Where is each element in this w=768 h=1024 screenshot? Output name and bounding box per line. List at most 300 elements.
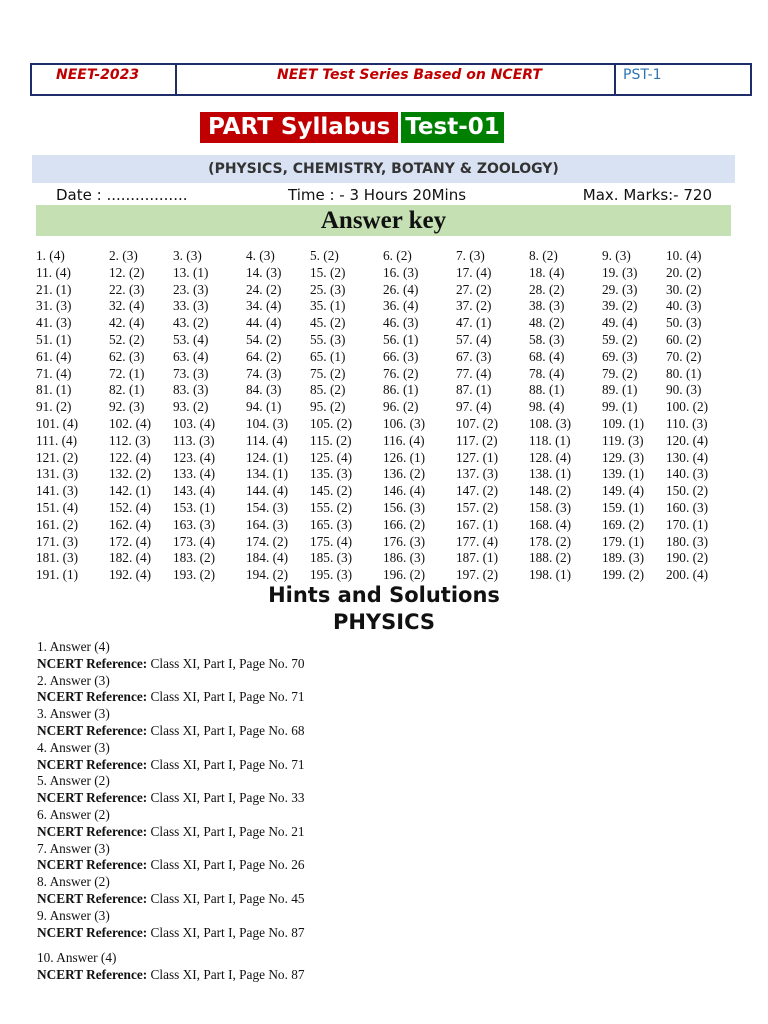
answer-row [36, 349, 736, 366]
question-number: 174. [246, 533, 273, 549]
answer-option: (3) [62, 550, 79, 566]
answer-option: (4) [192, 331, 209, 347]
answer-option: (2) [409, 466, 426, 482]
question-number: 5. [310, 248, 324, 263]
answer-item [666, 399, 708, 415]
answer-item [383, 433, 425, 449]
question-number: 80. [666, 365, 686, 381]
answer-item [173, 315, 208, 331]
question-number: 142. [109, 483, 136, 499]
answer-item [36, 349, 71, 365]
answer-option: (3) [135, 432, 151, 448]
answer-option: (2) [272, 567, 289, 583]
answer-item [246, 298, 281, 314]
question-number: 109. [602, 415, 629, 431]
answer-item [529, 265, 564, 281]
answer-option: (3) [615, 248, 631, 263]
question-number: 37. [456, 298, 476, 314]
solution-answer: 9. Answer (3) [37, 907, 110, 923]
answer-option: (1) [628, 533, 645, 549]
answer-option: (1) [555, 567, 572, 583]
answer-option: (2) [685, 281, 702, 297]
answer-option: (1) [55, 331, 72, 347]
answer-option: (4) [135, 533, 152, 549]
question-number: 125. [310, 449, 337, 465]
ncert-reference [37, 925, 737, 942]
answer-option: (1) [265, 399, 282, 415]
answer-item [529, 550, 571, 566]
question-number: 29. [602, 281, 622, 297]
question-number: 95. [310, 399, 330, 415]
question-number: 87. [456, 382, 476, 398]
answer-option: (2) [329, 264, 346, 280]
answer-option: (4) [135, 516, 152, 532]
question-number: 122. [109, 449, 136, 465]
answer-option: (3) [55, 315, 72, 331]
answer-item [529, 382, 564, 398]
solution-item [37, 706, 737, 740]
answer-option: (1) [409, 449, 426, 465]
answer-option: (1) [199, 499, 216, 515]
question-number: 156. [383, 499, 410, 515]
question-number: 42. [109, 315, 129, 331]
question-number: 108. [529, 415, 556, 431]
answer-item [383, 315, 418, 331]
answer-option: (3) [122, 248, 138, 263]
answer-item [36, 500, 78, 516]
solution-answer: 3. Answer (3) [37, 706, 110, 722]
question-number: 97. [456, 399, 476, 415]
question-number: 77. [456, 365, 476, 381]
answer-item [36, 366, 71, 382]
answer-option: (3) [548, 298, 565, 314]
answer-item [456, 315, 491, 331]
question-number: 73. [173, 365, 193, 381]
ncert-reference-value: Class XI, Part I, Page No. 71 [150, 689, 305, 705]
question-number: 9. [602, 248, 616, 263]
answer-option: (3) [272, 499, 289, 515]
ncert-reference-value: Class XI, Part I, Page No. 87 [150, 967, 305, 983]
ncert-reference-value: Class XI, Part I, Page No. 26 [150, 857, 305, 873]
question-number: 158. [529, 499, 556, 515]
solution-item [37, 841, 737, 875]
question-number: 167. [456, 516, 483, 532]
question-number: 176. [383, 533, 410, 549]
answer-item [383, 349, 418, 365]
answer-item [173, 248, 202, 264]
ncert-reference [37, 689, 737, 706]
solution-item [37, 807, 737, 841]
question-number: 182. [109, 550, 136, 566]
answer-item [602, 500, 644, 516]
answer-item [383, 265, 418, 281]
ncert-reference-label: NCERT Reference: [37, 790, 148, 806]
answer-option: (2) [402, 399, 419, 415]
question-number: 168. [529, 516, 556, 532]
question-number: 61. [36, 348, 56, 364]
question-number: 28. [529, 281, 549, 297]
ncert-reference-value: Class XI, Part I, Page No. 70 [150, 655, 305, 671]
solution-item [37, 773, 737, 807]
answer-item [666, 550, 708, 566]
question-number: 147. [456, 483, 483, 499]
answer-item [602, 265, 637, 281]
question-number: 16. [383, 264, 403, 280]
question-number: 27. [456, 281, 476, 297]
answer-option: (2) [621, 365, 638, 381]
solution-answer: 6. Answer (2) [37, 806, 110, 822]
answer-item [310, 366, 345, 382]
answer-item [173, 416, 215, 432]
answer-item [109, 500, 151, 516]
answer-row [36, 399, 736, 416]
answer-option: (3) [685, 382, 702, 398]
answer-option: (3) [402, 264, 419, 280]
ncert-reference-value: Class XI, Part I, Page No. 33 [150, 790, 305, 806]
question-number: 171. [36, 533, 63, 549]
answer-option: (3) [692, 533, 709, 549]
question-number: 18. [529, 264, 549, 280]
answer-option: (3) [548, 331, 565, 347]
question-number: 153. [173, 499, 200, 515]
answer-option: (3) [192, 365, 209, 381]
answer-option: (4) [628, 483, 645, 499]
answer-item [383, 248, 412, 264]
answer-row [36, 450, 736, 467]
answer-option: (4) [55, 348, 72, 364]
answer-item [456, 298, 491, 314]
answer-item [310, 265, 345, 281]
question-number: 75. [310, 365, 330, 381]
answer-item [109, 483, 151, 499]
answer-option: (3) [128, 399, 145, 415]
answer-item [602, 315, 637, 331]
question-number: 90. [666, 382, 686, 398]
answer-option: (2) [548, 315, 565, 331]
answer-row [36, 248, 736, 265]
answer-item [529, 248, 558, 264]
question-number: 191. [36, 567, 63, 583]
question-number: 20. [666, 264, 686, 280]
question-number: 45. [310, 315, 330, 331]
question-number: 70. [666, 348, 686, 364]
answer-item [666, 416, 708, 432]
answer-item [173, 483, 215, 499]
answer-item [109, 332, 144, 348]
answer-option: (2) [62, 449, 79, 465]
answer-option: (1) [402, 382, 419, 398]
solutions-list [37, 639, 737, 984]
answer-option: (4) [62, 499, 79, 515]
question-number: 23. [173, 281, 193, 297]
question-number: 25. [310, 281, 330, 297]
answer-option: (2) [685, 264, 702, 280]
answer-option: (3) [128, 281, 145, 297]
question-number: 98. [529, 399, 549, 415]
question-number: 58. [529, 331, 549, 347]
answer-item [36, 248, 65, 264]
answer-option: (4) [199, 449, 216, 465]
answer-option: (2) [329, 315, 346, 331]
answer-option: (3) [692, 415, 708, 431]
question-number: 111. [36, 432, 62, 448]
answer-option: (2) [265, 281, 282, 297]
answer-option: (2) [396, 248, 412, 263]
answer-option: (2) [128, 264, 145, 280]
answer-item [173, 500, 215, 516]
ncert-reference-label: NCERT Reference: [37, 722, 148, 738]
question-number: 19. [602, 264, 622, 280]
answer-option: (3) [628, 550, 645, 566]
answer-item [529, 332, 564, 348]
answer-item [36, 483, 78, 499]
answer-item [173, 567, 215, 583]
question-number: 117. [456, 432, 483, 448]
answer-option: (3) [186, 248, 202, 263]
solution-answer: 2. Answer (3) [37, 672, 110, 688]
question-number: 66. [383, 348, 403, 364]
question-number: 124. [246, 449, 273, 465]
test-meta [56, 186, 712, 206]
answer-option: (4) [336, 533, 353, 549]
question-number: 39. [602, 298, 622, 314]
question-number: 17. [456, 264, 476, 280]
question-number: 72. [109, 365, 129, 381]
answer-option: (1) [272, 449, 289, 465]
question-number: 106. [383, 415, 410, 431]
answer-item [173, 349, 208, 365]
answer-option: (2) [272, 533, 289, 549]
answer-option: (4) [55, 264, 71, 280]
question-number: 94. [246, 399, 266, 415]
question-number: 163. [173, 516, 200, 532]
answer-item [246, 567, 288, 583]
answer-option: (3) [621, 281, 638, 297]
ncert-reference-label: NCERT Reference: [37, 857, 148, 873]
answer-row [36, 382, 736, 399]
answer-item [666, 567, 708, 583]
question-number: 2. [109, 248, 123, 263]
answer-option: (4) [55, 365, 72, 381]
answer-item [383, 500, 425, 516]
answer-item [666, 483, 708, 499]
answer-option: (3) [555, 415, 572, 431]
answer-item [529, 517, 571, 533]
answer-item [456, 483, 498, 499]
answer-option: (2) [336, 483, 353, 499]
question-number: 146. [383, 483, 410, 499]
ncert-reference-label: NCERT Reference: [37, 890, 148, 906]
question-number: 79. [602, 365, 622, 381]
answer-option: (2) [199, 567, 216, 583]
answer-item [456, 517, 498, 533]
question-number: 59. [602, 331, 622, 347]
answer-row [36, 433, 736, 450]
answer-item [173, 466, 215, 482]
answer-item [666, 366, 701, 382]
answer-option: (3) [336, 567, 353, 583]
ncert-reference [37, 723, 737, 740]
answer-option: (1) [692, 516, 709, 532]
answer-item [383, 298, 418, 314]
answer-item [383, 366, 418, 382]
answer-item [36, 298, 71, 314]
question-number: 178. [529, 533, 556, 549]
answer-option: (4) [336, 449, 353, 465]
question-number: 164. [246, 516, 273, 532]
answer-option: (4) [692, 432, 709, 448]
answer-option: (3) [336, 466, 353, 482]
question-number: 82. [109, 382, 129, 398]
answer-option: (3) [628, 432, 644, 448]
ncert-reference [37, 790, 737, 807]
question-number: 188. [529, 550, 556, 566]
answer-option: (3) [62, 466, 79, 482]
answer-item [666, 282, 701, 298]
answer-item [666, 315, 701, 331]
answer-option: (2) [475, 281, 492, 297]
answer-item [383, 483, 425, 499]
question-number: 161. [36, 516, 63, 532]
ncert-reference-value: Class XI, Part I, Page No. 71 [150, 756, 305, 772]
answer-item [602, 550, 644, 566]
answer-option: (4) [135, 567, 152, 583]
answer-option: (1) [621, 382, 638, 398]
answer-option: (4) [199, 466, 216, 482]
answer-item [456, 433, 498, 449]
question-number: 71. [36, 365, 56, 381]
answer-option: (2) [329, 382, 346, 398]
question-number: 126. [383, 449, 410, 465]
question-number: 53. [173, 331, 193, 347]
answer-item [456, 366, 491, 382]
answer-row [36, 265, 736, 282]
answer-option: (1) [685, 365, 702, 381]
answer-item [109, 466, 151, 482]
answer-item [310, 332, 345, 348]
solution-item [37, 740, 737, 774]
answer-option: (2) [685, 348, 702, 364]
question-number: 134. [246, 466, 273, 482]
answer-option: (4) [192, 348, 209, 364]
question-number: 65. [310, 348, 330, 364]
answer-option: (1) [135, 483, 152, 499]
answer-option: (2) [555, 483, 572, 499]
answer-item [456, 349, 491, 365]
answer-item [310, 282, 345, 298]
answer-item [310, 315, 345, 331]
ncert-reference-value: Class XI, Part I, Page No. 21 [150, 823, 305, 839]
question-number: 121. [36, 449, 63, 465]
answer-option: (4) [199, 415, 216, 431]
answer-item [529, 282, 564, 298]
answer-item [36, 265, 71, 281]
answer-row [36, 366, 736, 383]
answer-item [36, 466, 78, 482]
answer-option: (4) [272, 483, 289, 499]
answer-option: (2) [482, 415, 499, 431]
answer-item [109, 399, 144, 415]
question-number: 199. [602, 567, 629, 583]
answer-option: (3) [192, 281, 209, 297]
answer-option: (4) [265, 315, 282, 331]
ncert-reference-value: Class XI, Part I, Page No. 68 [150, 722, 305, 738]
answer-item [173, 265, 208, 281]
ncert-reference-label: NCERT Reference: [37, 689, 148, 705]
answer-option: (3) [402, 315, 419, 331]
answer-item [173, 382, 208, 398]
answer-item [383, 382, 418, 398]
question-number: 160. [666, 499, 693, 515]
answer-option: (4) [128, 315, 145, 331]
question-number: 34. [246, 298, 266, 314]
question-number: 63. [173, 348, 193, 364]
test-duration: Time : - 3 Hours 20Mins [288, 186, 467, 204]
question-number: 175. [310, 533, 337, 549]
answer-item [246, 450, 288, 466]
question-number: 193. [173, 567, 200, 583]
answer-option: (4) [61, 432, 78, 448]
answer-item [36, 517, 78, 533]
question-number: 60. [666, 331, 686, 347]
answer-item [173, 534, 215, 550]
answer-item [383, 517, 425, 533]
question-number: 152. [109, 499, 136, 515]
answer-item [456, 399, 491, 415]
question-number: 11. [36, 264, 56, 280]
answer-option: (2) [128, 331, 145, 347]
answer-option: (2) [692, 550, 709, 566]
question-number: 32. [109, 298, 129, 314]
question-number: 54. [246, 331, 266, 347]
answer-item [602, 466, 644, 482]
answer-item [602, 349, 637, 365]
answer-option: (3) [621, 348, 638, 364]
answer-row [36, 466, 736, 483]
question-number: 33. [173, 298, 193, 314]
answer-item [602, 332, 637, 348]
answer-item [246, 282, 281, 298]
question-number: 46. [383, 315, 403, 331]
question-number: 151. [36, 499, 63, 515]
question-number: 133. [173, 466, 200, 482]
answer-item [310, 399, 345, 415]
solution-item [37, 908, 737, 942]
question-number: 36. [383, 298, 403, 314]
answer-option: (3) [265, 264, 282, 280]
question-number: 198. [529, 567, 556, 583]
answer-option: (2) [265, 331, 282, 347]
question-number: 139. [602, 466, 629, 482]
question-number: 148. [529, 483, 556, 499]
answer-item [310, 349, 345, 365]
answer-option: (4) [272, 550, 289, 566]
answer-option: (3) [409, 550, 426, 566]
answer-option: (4) [548, 264, 565, 280]
question-number: 47. [456, 315, 476, 331]
answer-item [456, 416, 498, 432]
answer-item [529, 298, 564, 314]
question-number: 184. [246, 550, 273, 566]
section-title-physics: PHYSICS [332, 610, 436, 634]
answer-item [456, 382, 491, 398]
ncert-reference [37, 656, 737, 673]
answer-option: (3) [555, 499, 572, 515]
answer-option: (4) [135, 499, 152, 515]
solution-answer: 10. Answer (4) [37, 950, 117, 966]
question-number: 102. [109, 415, 136, 431]
answer-row [36, 298, 736, 315]
